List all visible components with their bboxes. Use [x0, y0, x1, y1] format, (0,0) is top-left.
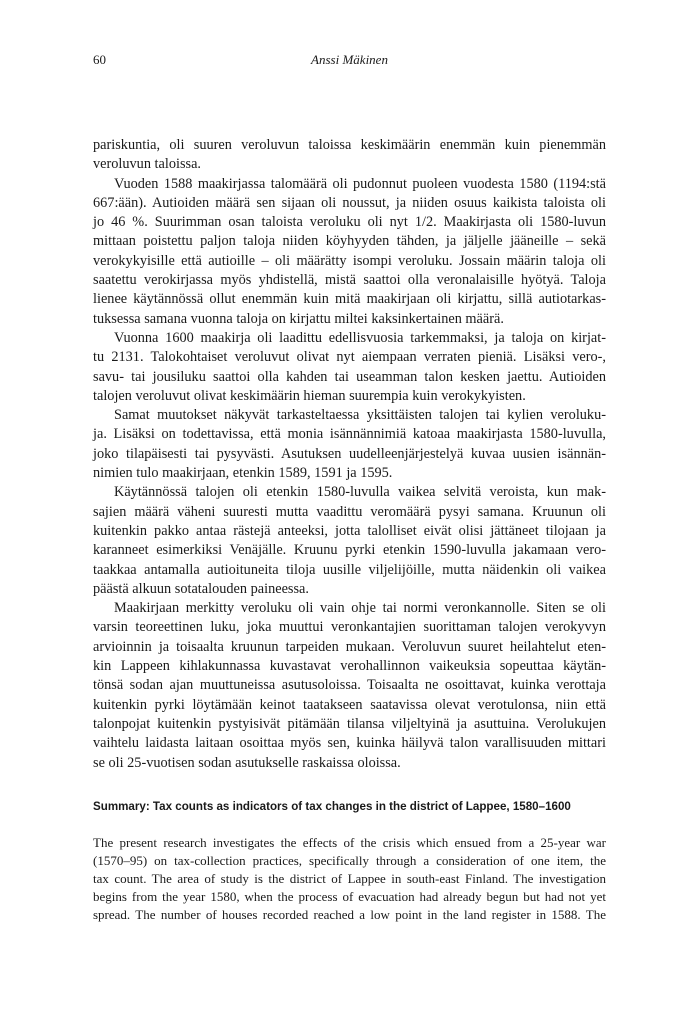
- text-line: tuksessa samana vuonna taloja on kirjattu miltei kaksinkertainen määrä.: [93, 310, 504, 327]
- text-line: päästä alkuun sotatalouden paineessa.: [93, 580, 309, 597]
- text-line: lienee käytännössä ollut enemmän kuin mitä maakirjaan oli kirjattu, sillä autiotarkas-: [93, 291, 606, 308]
- summary-line: (1570–95) on tax-collection practices, specifically through a consideration of one item, the: [93, 852, 606, 868]
- text-line: arvioinnin ja toisaalta kruunun tarpeiden mukaan. Veroluvun suuret heilahtelut eten-: [93, 638, 606, 655]
- running-header-author: Anssi Mäkinen: [311, 52, 388, 67]
- text-line: se oli 25-vuotisen sodan asutukselle raskaissa oloissa.: [93, 754, 401, 771]
- summary-line: spread. The number of houses recorded reached a low point in the land register in 1588. The: [93, 906, 606, 922]
- text-line: nimien tulo maakirjaan, etenkin 1589, 1591 ja 1595.: [93, 465, 393, 482]
- paragraph: [93, 175, 606, 329]
- text-line: Käytännössä talojen oli etenkin 1580-luvulla vaikea selvitä veroista, kun mak-: [114, 484, 606, 501]
- text-line: talonpojat kuitenkin pystyisivät pitämään tilansa viljeltyinä ja asuttuina. Verolukujen: [93, 715, 606, 732]
- text-line: joko tilapäisesti tai pysyvästi. Asutuksen uudelleenjärjestelyä kuvaa uusien isännän-: [93, 445, 606, 462]
- text-line: kuitenkin pyrki löytämään keinot taatakseen saatavissa olevat verotulonsa, niin että: [93, 696, 606, 713]
- text-line: sajien määrä väheni suuresti mutta vaadittu veromäärä pysyi samana. Kruunun oli: [93, 503, 606, 520]
- text-line: saatettu verokirjassa myös yhdistellä, mistä saattoi olla veronalaisille hyötyä. Taloja: [93, 272, 606, 289]
- text-line: varsin teoreettinen luku, joka muuttui veronkantajien suorittaman talojen verokyvyn: [93, 619, 606, 636]
- page-number: 60: [93, 52, 106, 67]
- text-line: ja. Lisäksi on todettavissa, että monia isännännimiä katoaa maakirjasta 1580-luvulla,: [93, 426, 606, 443]
- paragraph: [93, 483, 606, 599]
- text-line: jo 46 %. Suurimman osan taloista veroluku oli nyt 1/2. Maakirjasta oli 1580-luvun: [93, 214, 606, 231]
- summary-text: [93, 834, 606, 924]
- paragraph: [93, 329, 606, 406]
- page-header: [93, 52, 606, 72]
- summary-line: begins from the year 1580, when the process of evacuation had already begun but had not yet: [93, 888, 606, 904]
- paragraph: [93, 136, 606, 175]
- text-line: talojen veroluvut olivat keskimäärin hieman suurempia kuin verokykyisten.: [93, 387, 526, 404]
- summary-line: tax count. The area of study is the district of Lappee in south-east Finland. The investigation: [93, 870, 606, 886]
- text-line: Samat muutokset näkyvät tarkasteltaessa yksittäisten talojen tai kylien veroluku-: [114, 407, 606, 424]
- text-line: kuitenkin pakko antaa rästejä anteeksi, jotta talolliset eivät olisi jättäneet tilojaan ja: [93, 522, 606, 539]
- paragraph: [93, 406, 606, 483]
- text-line: karanneet esimerkiksi Venäjälle. Kruunu pyrki etenkin 1590-luvulla jakamaan vero-: [93, 542, 606, 559]
- text-line: taakkaa antamalla autioituneita tiloja uusille viljelijöille, mutta näidenkin oli vaikea: [93, 561, 606, 578]
- body-text: [93, 136, 606, 773]
- summary-heading: Summary: Tax counts as indicators of tax changes in the district of Lappee, 1580–1600: [93, 800, 571, 813]
- text-line: savu- tai jousiluku saattoi olla kahden tai useamman talon kesken jaettu. Autioiden: [93, 368, 606, 385]
- text-line: 667:ään). Autioiden määrä sen sijaan oli noussut, ja niiden osuus kaikista taloista oli: [93, 194, 606, 211]
- text-line: kin Lappeen kihlakunnassa kuvastavat verohallinnon vaikeuksia sopeuttaa käytän-: [93, 658, 606, 675]
- text-line: mittaan poistettu paljon taloja niiden köyhyyden tähden, ja jäljelle jääneille – sekä: [93, 233, 606, 250]
- text-line: Vuoden 1588 maakirjassa talomäärä oli pudonnut puoleen vuodesta 1580 (1194:stä: [114, 175, 606, 192]
- text-line: tönsä sodan ajan muuttuneissa asutusoloissa. Toisaalta ne osoittavat, kuinka verottaja: [93, 677, 606, 694]
- text-line: Vuonna 1600 maakirja oli laadittu edellisvuosia tarkemmaksi, ja taloja on kirjat-: [114, 329, 606, 346]
- paragraph: [93, 599, 606, 773]
- text-line: vaihtelu laidasta laitaan osoittaa myös sen, kuinka häilyvä talon varallisuuden mittari: [93, 735, 606, 752]
- text-line: verokykyisille että autioille – oli määrätty isompi veroluku. Jossain määrin taloja oli: [93, 252, 606, 269]
- text-line: tu 2131. Talokohtaiset veroluvut olivat nyt aiempaan verraten pieniä. Lisäksi vero-,: [93, 349, 606, 366]
- text-line: Maakirjaan merkitty veroluku oli vain ohje tai normi veronkannolle. Siten se oli: [114, 600, 606, 617]
- text-line: pariskuntia, oli suuren veroluvun taloissa keskimäärin enemmän kuin pienemmän: [93, 137, 606, 153]
- text-line: veroluvun taloissa.: [93, 156, 202, 173]
- summary-line: The present research investigates the effects of the crisis which ensued from a 25-year war: [93, 835, 606, 850]
